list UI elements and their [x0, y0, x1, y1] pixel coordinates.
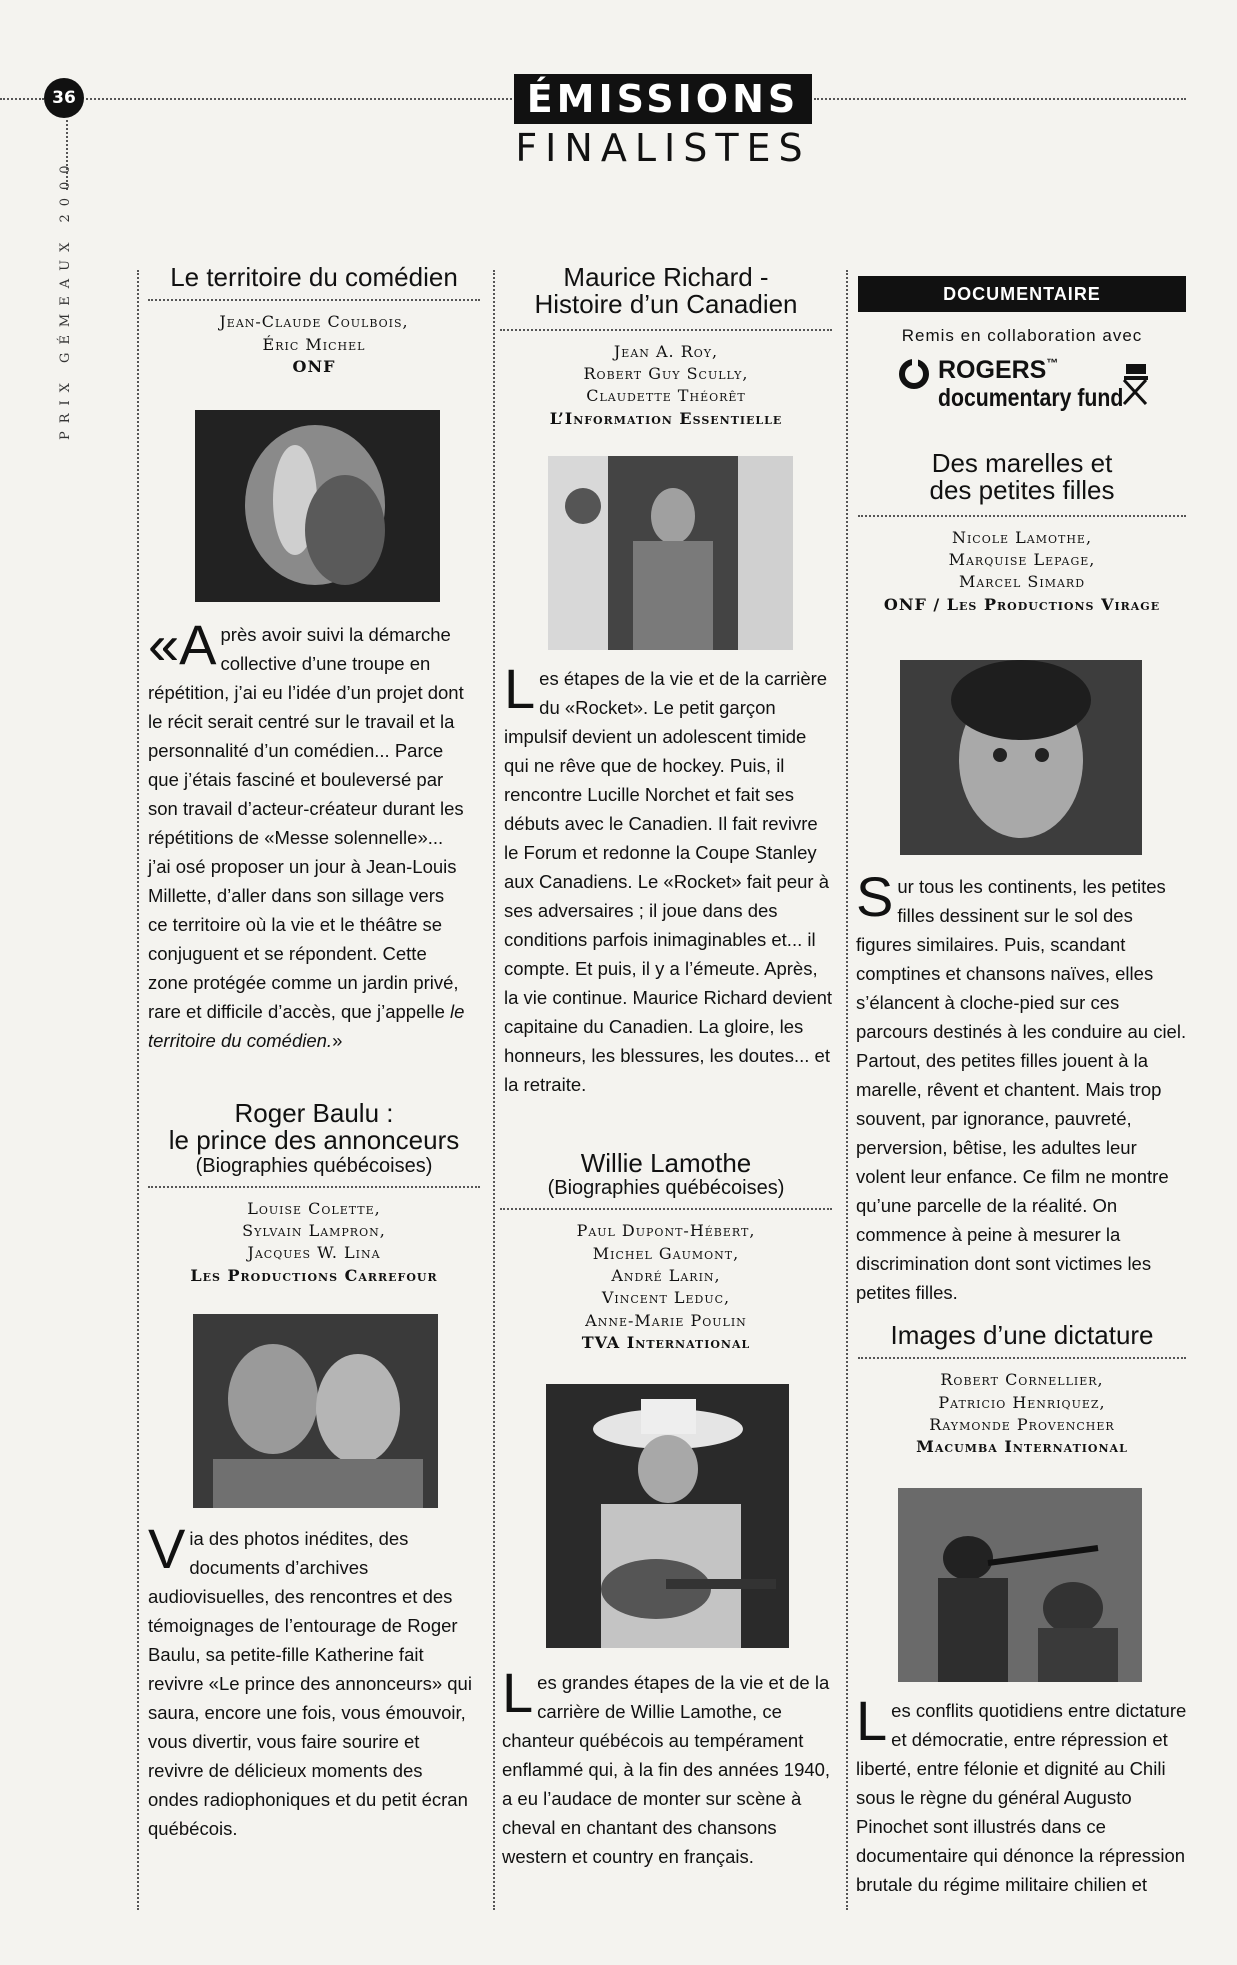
entry-title: Le territoire du comédien: [170, 262, 458, 292]
photo-roger-baulu: [193, 1314, 438, 1508]
entry-text: Via des photos inédites, des documents d’archives audiovisuelles, des rencontres et des témoignages de l’entourage de Roger Baulu, sa petite-fille Katherine fait revivre «Le prince des annonceurs» qui saura, encore une fois, vous émouvoir, vous divertir, vous faire sourire et revivre de délicieux moments des ondes radiophoniques et du petit écran québécois.: [148, 1517, 472, 1839]
producer: Les Productions Carrefour: [190, 1265, 438, 1285]
entry-credits: Nicole Lamothe, Marquise Lepage, Marcel Simard ONF / Les Productions Virage: [858, 527, 1186, 617]
header-finalistes: FINALISTES: [515, 126, 811, 170]
entry-title: Maurice Richard - Histoire d’un Canadien: [534, 262, 798, 320]
page-number: 36: [44, 78, 84, 118]
producer: ONF / Les Productions Virage: [883, 594, 1161, 614]
dropcap: «A: [148, 613, 217, 676]
entry-subtitle: (Biographies québécoises): [195, 1154, 433, 1177]
entry-title: Roger Baulu : le prince des annonceurs: [168, 1098, 460, 1156]
category-bar: DOCUMENTAIRE: [858, 276, 1186, 312]
column-rule-3: [846, 270, 848, 1910]
dropcap: L: [504, 657, 536, 720]
entry-title: Willie Lamothe: [580, 1148, 752, 1178]
column-1-entry-2: [148, 1100, 480, 1287]
producer: TVA International: [581, 1333, 751, 1353]
header-emissions: ÉMISSIONS: [514, 74, 812, 124]
entry-text: Les conflits quotidiens entre dictature et démocratie, entre répression et liberté, entre félonie et dignité au Chili sous le règne du général Augusto Pinochet sont illustrés dans ce documentaire qui dénonce la répression brutale du régime militaire chilien et: [856, 1689, 1187, 1895]
photo-marelles: [900, 660, 1142, 855]
column-3-entry-2: [858, 1322, 1186, 1459]
title-rule: [858, 1357, 1186, 1359]
top-rule-left: [0, 98, 44, 100]
entry-text: Les étapes de la vie et de la carrière du «Rocket». Le petit garçon impulsif devient un adolescent timide qui ne rêve que de hockey. Puis, il rencontre Lucille Norchet et fait ses débuts avec le Canadien. Il fait revivre le Forum et redonne la Coupe Stanley aux Canadiens. Le «Rocket» fait peur à ses adversaires ; il joue dans des conditions parfois inimaginables et... il compte. Et puis, il y a l’émeute. Après, la vie continue. Maurice Richard devient capitaine du Canadien. La gloire, les honneurs, les blessures, les doutes... et la retraite.: [504, 657, 833, 1095]
entry-credits: Jean A. Roy, Robert Guy Scully, Claudette Théorêt L’Information Essentielle: [500, 341, 832, 431]
column-2-entry-2: [500, 1150, 832, 1355]
entry-credits: Louise Colette, Sylvain Lampron, Jacques W. Lina Les Productions Carrefour: [148, 1198, 480, 1288]
entry-text: «Après avoir suivi la démarche collective d’une troupe en répétition, j’ai eu l’idée d’un projet dont le récit serait centré sur le travail et la personnalité d’un comédien... Parce que j’étais fasciné et bouleversé par son travail d’acteur-créateur durant les répétitions de «Messe solennelle»... j’ai osé proposer un jour à Jean-Louis Millette, d’aller dans son sillage vers ce territoire où la vie et le théâtre se conjuguent et se répondent. Cette zone protégée comme un jardin privé, rare et difficile d’accès, que j’appelle le territoire du comédien.»: [148, 613, 465, 1051]
side-running-text: PRIX GÉMEAUX 2000: [58, 157, 73, 440]
dropcap: S: [856, 865, 894, 928]
entry-text: Sur tous les continents, les petites filles dessinent sur le sol des figures similaires. Puis, scandant comptines et chansons naïves, elles s’élancent à cloche-pied sur ces parcours destinés à les conduire au ciel. Partout, des petites filles jouent à la marelle, rêvent et chantent. Mais trop souvent, par ignorance, pauvreté, perversion, bêtise, les adultes leur volent leur enfance. Ce film ne montre qu’une parcelle de la réalité. On commence à peine à mesurer la discrimination dont sont victimes les petites filles.: [856, 865, 1187, 1303]
title-rule: [148, 1186, 480, 1188]
entry-title: Des marelles et des petites filles: [929, 448, 1115, 506]
column-rule-2: [493, 270, 495, 1910]
photo-willie-lamothe: [546, 1384, 789, 1648]
entry-credits: Paul Dupont-Hébert, Michel Gaumont, André Larin, Vincent Leduc, Anne-Marie Poulin TVA International: [500, 1220, 832, 1354]
column-3: [858, 276, 1186, 616]
title-rule: [500, 1208, 832, 1210]
dropcap: L: [856, 1689, 888, 1752]
column-2: [500, 264, 832, 430]
column-rule-1: [137, 270, 139, 1910]
producer: Macumba International: [916, 1437, 1128, 1457]
photo-maurice-richard: [548, 456, 793, 650]
entry-credits: Jean-Claude Coulbois, Éric Michel ONF: [148, 311, 480, 378]
dropcap: V: [148, 1517, 186, 1580]
rogers-swirl-icon: [898, 358, 930, 390]
directors-chair-icon: [1118, 360, 1152, 406]
remis-text: Remis en collaboration avec: [901, 326, 1143, 345]
dropcap: L: [502, 1661, 534, 1724]
photo-dictature: [898, 1488, 1142, 1682]
entry-credits: Robert Cornellier, Patricio Henriquez, Raymonde Provencher Macumba International: [858, 1369, 1186, 1459]
entry-subtitle: (Biographies québécoises): [547, 1177, 785, 1200]
rogers-logo: ROGERS™ documentary fund: [858, 354, 1186, 424]
photo-territoire: [195, 410, 440, 602]
producer: L’Information Essentielle: [549, 408, 783, 428]
entry-title: Images d’une dictature: [890, 1320, 1154, 1350]
title-rule: [858, 515, 1186, 517]
column-1: [148, 264, 480, 378]
producer: ONF: [292, 357, 336, 377]
title-rule: [500, 329, 832, 331]
top-rule-right: [814, 98, 1186, 100]
top-rule-mid: [86, 98, 512, 100]
entry-text: Les grandes étapes de la vie et de la carrière de Willie Lamothe, ce chanteur québécois au tempérament enflammé qui, à la fin des années 1940, a eu l’audace de monter sur scène à cheval en chantant des chansons western et country en français.: [502, 1661, 831, 1867]
title-rule: [148, 299, 480, 301]
